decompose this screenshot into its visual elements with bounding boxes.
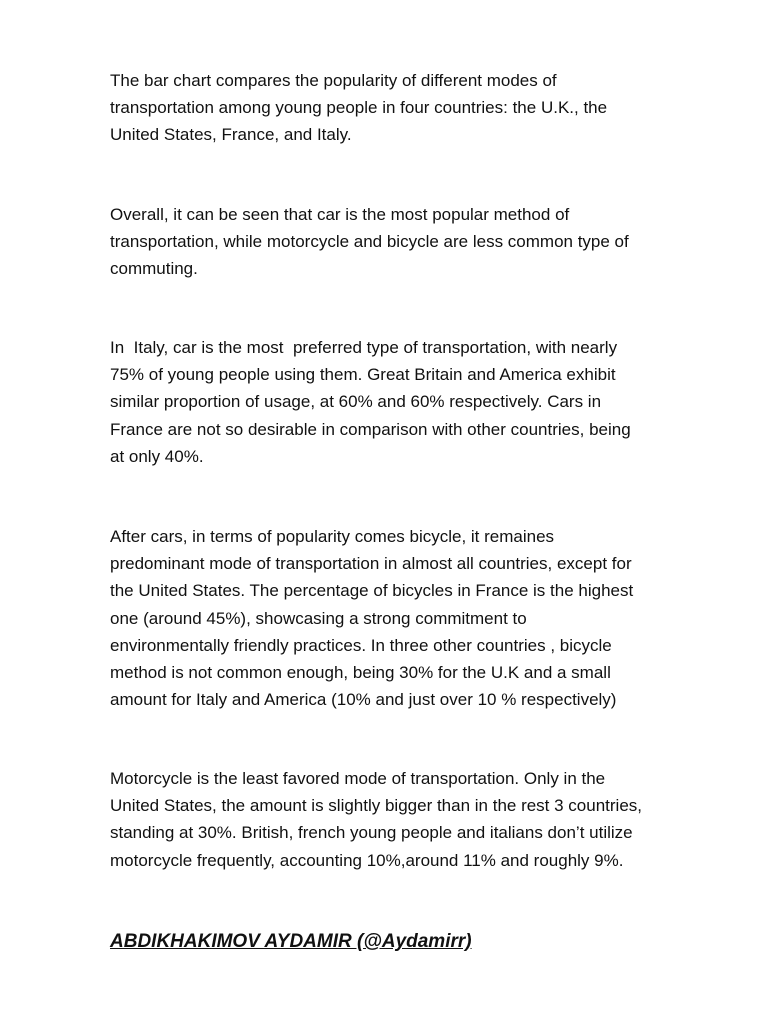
author-signature: ABDIKHAKIMOV AYDAMIR (@Aydamirr)	[110, 931, 472, 952]
paragraph-motorcycles: Motorcycle is the least favored mode of transportation. Only in the United States, the amount is slightly bigger than in the rest 3 countries, standing at 30%. British, french young people and italians don’t utilize motorcycle frequently, accounting 10%,around 11% and roughly 9%.	[110, 769, 643, 870]
paragraph-cars: In Italy, car is the most preferred type of transportation, with nearly 75% of young people using them. Great Britain and America exhibit similar proportion of usage, at 60% and 60% respectively. Cars in France are not so desirable in comparison with other countries, being at only 40%.	[110, 338, 631, 466]
paragraph-introduction: The bar chart compares the popularity of different modes of transportation among young people in four countries: the U.K., the United States, France, and Italy.	[110, 71, 608, 145]
paragraph-overview: Overall, it can be seen that car is the most popular method of transportation, while motorcycle and bicycle are less common type of commuting.	[110, 205, 629, 279]
paragraph-bicycles: After cars, in terms of popularity comes bicycle, it remaines predominant mode of transportation in almost all countries, except for the United States. The percentage of bicycles in France is the highest one (around 45%), showcasing a strong commitment to environmentally friendly practices. In three other countries , bicycle method is not common enough, being 30% for the U.K and a small amount for Italy and America (10% and just over 10 % respectively)	[110, 527, 634, 710]
